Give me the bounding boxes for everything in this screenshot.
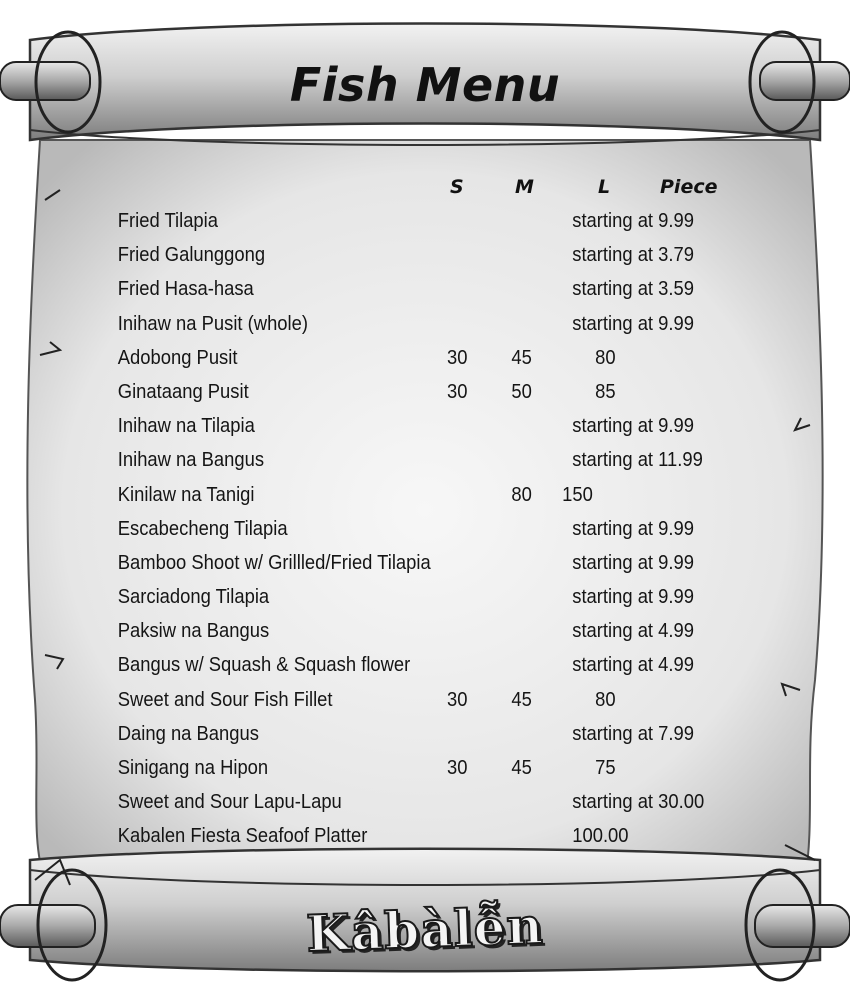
- menu-item: [0, 752, 782, 786]
- item-price-piece: starting at 3.59: [572, 278, 694, 301]
- item-price-large: 80: [595, 346, 616, 369]
- column-header-large: L: [598, 176, 611, 198]
- item-name: Kabalen Fiesta Seafoof Platter: [117, 825, 368, 848]
- menu-item: [0, 615, 782, 649]
- item-name: Paksiw na Bangus: [117, 620, 270, 643]
- item-price-piece: starting at 4.99: [572, 654, 694, 677]
- menu-item: [0, 513, 782, 547]
- item-name: Inihaw na Tilapia: [117, 415, 255, 438]
- item-name: Inihaw na Pusit (whole): [117, 312, 308, 335]
- column-header-small: S: [450, 176, 464, 198]
- item-price-piece: starting at 9.99: [572, 551, 694, 574]
- item-price-medium: 45: [511, 757, 532, 779]
- column-header-medium: M: [515, 176, 534, 198]
- item-price-piece: starting at 9.99: [572, 586, 694, 609]
- item-price-piece: starting at 9.99: [572, 210, 694, 232]
- item-price-small: 30: [447, 757, 468, 779]
- item-price-medium: 50: [511, 380, 532, 403]
- menu-item: [0, 547, 782, 581]
- menu-item: [0, 239, 782, 273]
- item-name: Fried Tilapia: [117, 210, 218, 232]
- menu-item: [0, 273, 782, 307]
- item-price-piece: starting at 9.99: [572, 415, 694, 438]
- menu-item: [0, 581, 782, 615]
- item-name: Sweet and Sour Fish Fillet: [117, 688, 333, 711]
- menu-item: [0, 786, 782, 820]
- column-header-piece: Piece: [660, 176, 718, 198]
- item-name: Kinilaw na Tanigi: [117, 483, 255, 506]
- item-price-large: 75: [595, 757, 616, 779]
- item-name: Sinigang na Hipon: [117, 757, 269, 779]
- item-name: Bangus w/ Squash & Squash flower: [117, 654, 411, 677]
- item-price-piece: starting at 4.99: [572, 620, 694, 643]
- item-price-piece: starting at 30.00: [572, 791, 705, 814]
- item-name: Bamboo Shoot w/ Grillled/Fried Tilapia: [117, 551, 431, 574]
- menu-item: [0, 649, 782, 683]
- menu-item: [0, 479, 782, 513]
- item-price-medium: 45: [511, 688, 532, 711]
- menu-item: [0, 376, 782, 410]
- item-price-piece: starting at 9.99: [572, 517, 694, 540]
- item-price-large: 85: [595, 380, 616, 403]
- item-price-piece: starting at 11.99: [572, 449, 703, 472]
- menu-item-list: [0, 205, 850, 855]
- menu-item: [0, 684, 782, 718]
- item-price-large: 80: [595, 688, 616, 711]
- menu-item: [0, 342, 782, 376]
- menu-item: [0, 718, 782, 752]
- item-price-piece: starting at 7.99: [572, 722, 694, 745]
- item-name: Sarciadong Tilapia: [117, 586, 270, 609]
- item-name: Escabecheng Tilapia: [117, 517, 288, 540]
- item-name: Fried Hasa-hasa: [117, 278, 254, 301]
- item-price-medium: 80: [511, 483, 532, 506]
- item-name: Ginataang Pusit: [117, 380, 249, 403]
- item-price-small: 30: [447, 688, 468, 711]
- menu-item: [0, 410, 782, 444]
- kabalen-logo: Kâbàlễn: [305, 895, 545, 964]
- item-name: Adobong Pusit: [117, 346, 238, 369]
- menu-item: [0, 308, 782, 342]
- item-price-medium: 45: [511, 346, 532, 369]
- item-name: Daing na Bangus: [117, 722, 259, 745]
- menu-item: [0, 444, 782, 478]
- menu-item: [0, 820, 782, 854]
- item-price-large: 150: [562, 483, 593, 506]
- item-price-small: 30: [447, 380, 468, 403]
- menu-item: [0, 205, 782, 239]
- item-price-piece: 100.00: [572, 825, 629, 848]
- item-name: Sweet and Sour Lapu-Lapu: [117, 791, 342, 814]
- item-price-piece: starting at 9.99: [572, 312, 694, 335]
- item-price-small: 30: [447, 346, 468, 369]
- item-name: Inihaw na Bangus: [117, 449, 265, 472]
- item-price-piece: starting at 3.79: [572, 244, 694, 267]
- menu-title: Fish Menu: [289, 58, 561, 112]
- item-name: Fried Galunggong: [117, 244, 266, 267]
